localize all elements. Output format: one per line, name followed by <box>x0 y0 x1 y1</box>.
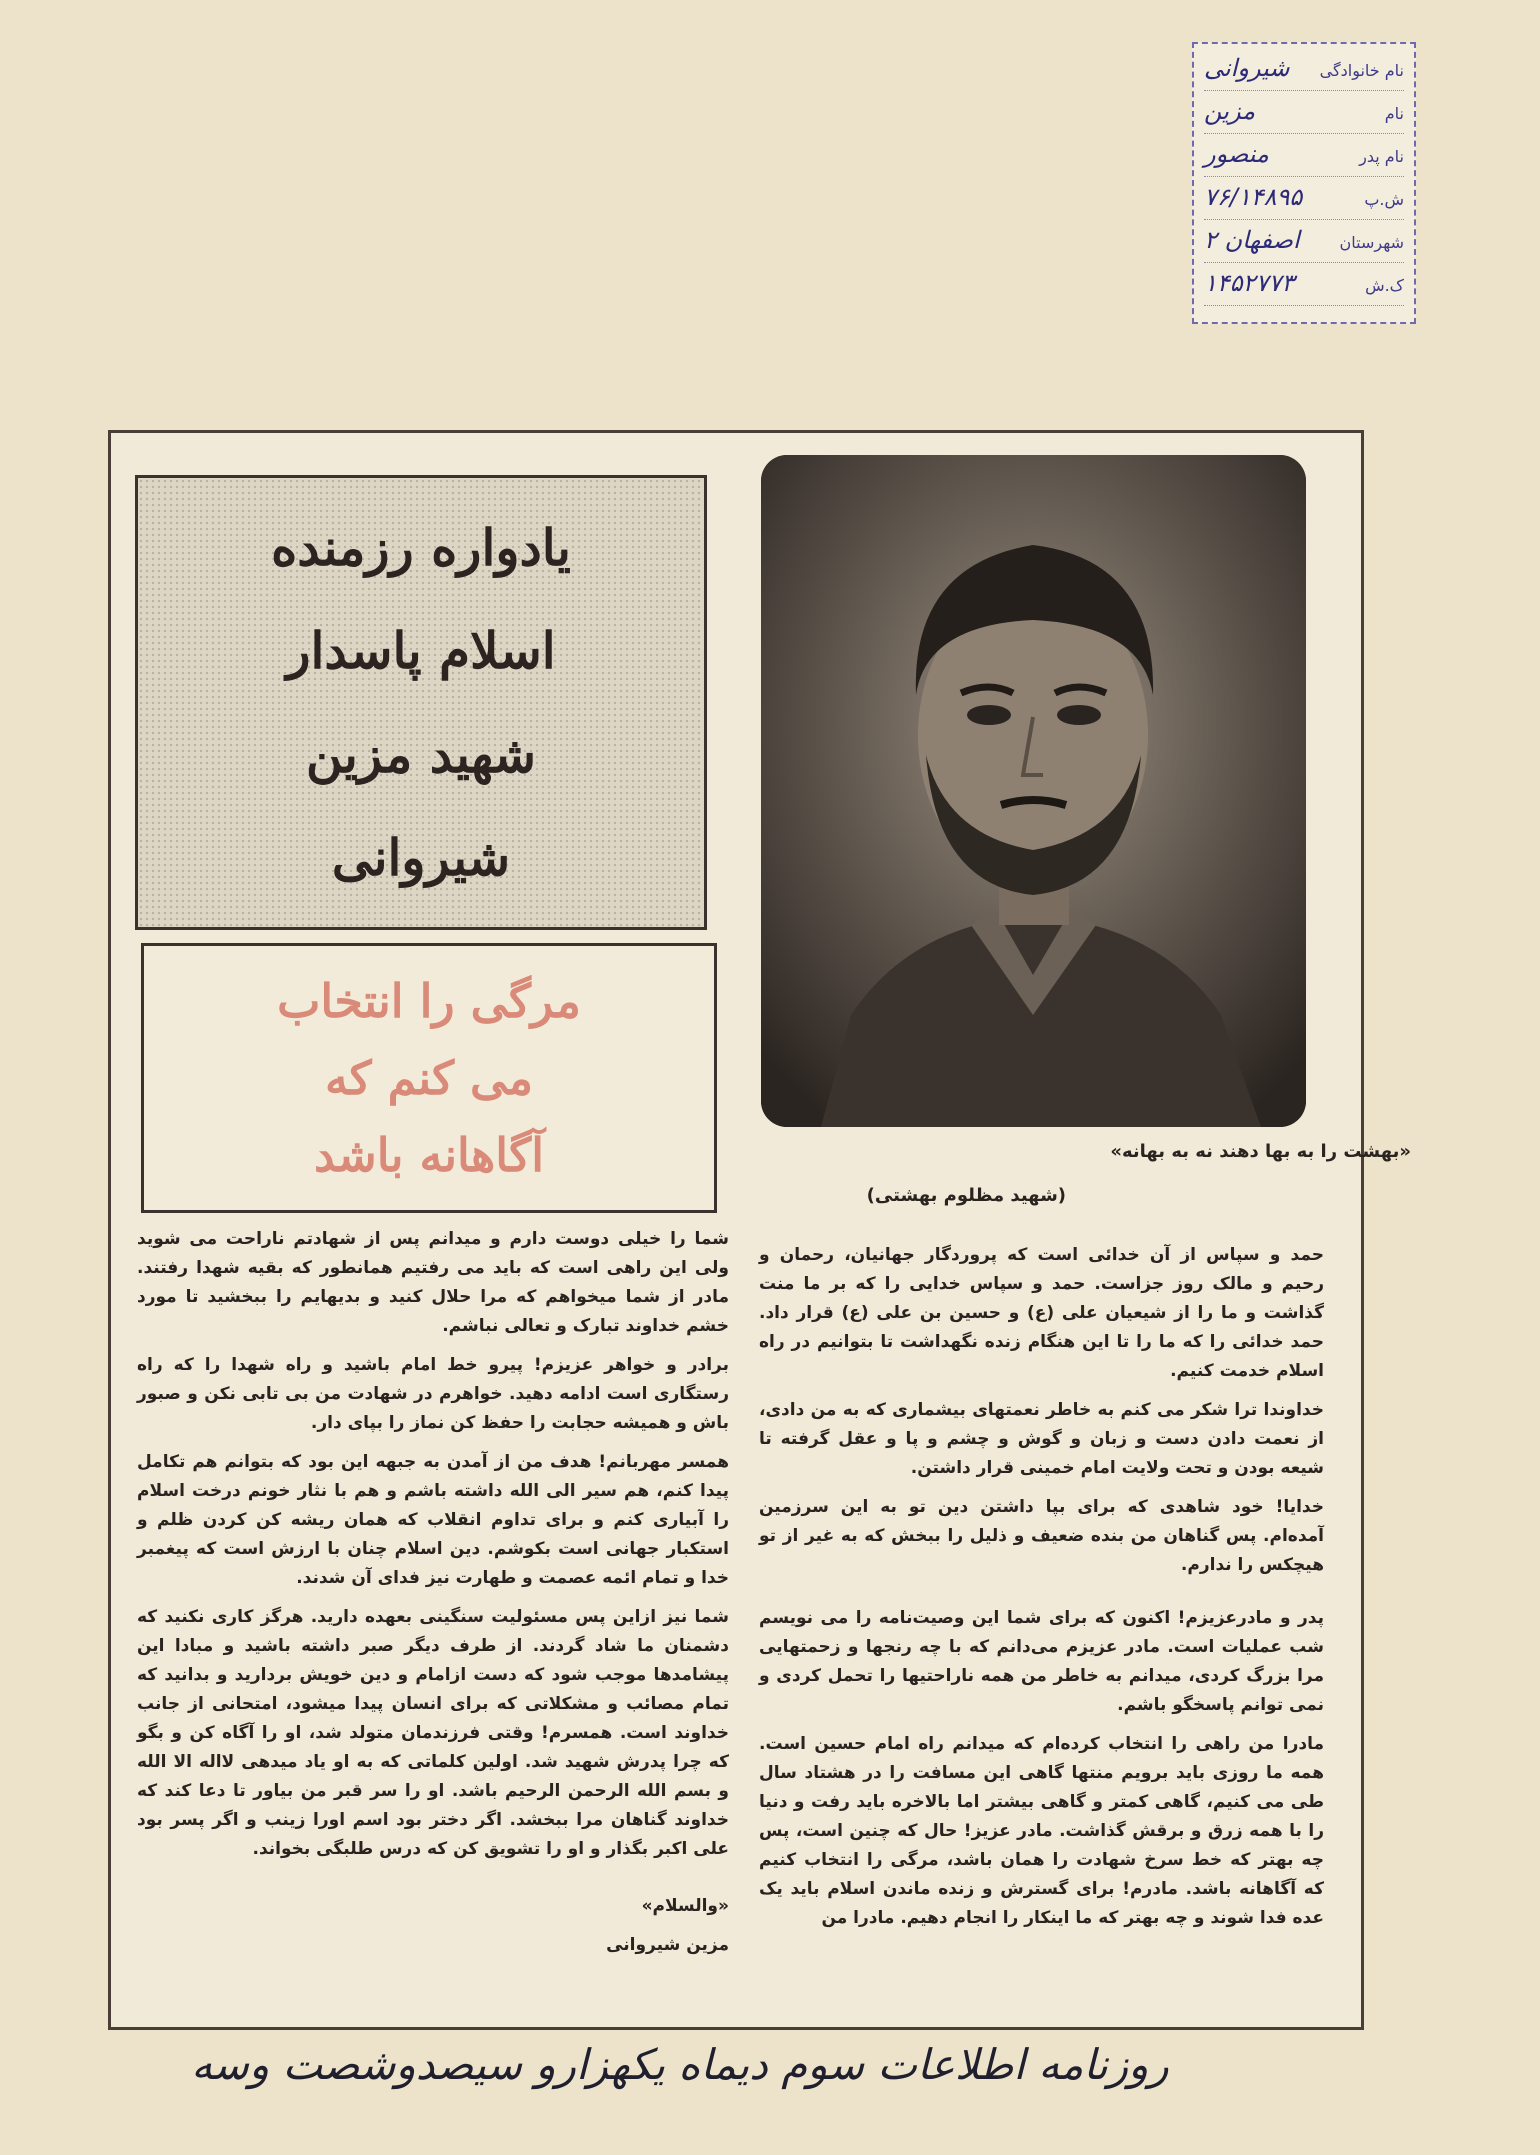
paragraph: پدر و مادرعزیزم! اکنون که برای شما این وصیت‌نامه را می نویسم شب عملیات است. مادر عزیزم می‌دانم که با چه رنجها و زحمتهایی مرا بزرگ کردی، میدانم به خاطر من همه ناراحتیها را تحمل کردی و نمی توانم پاسخگو باشم. <box>759 1608 1324 1715</box>
headline-line-3: شهید مزین <box>305 724 537 784</box>
pull-quote-line-3: آگاهانه باشد <box>314 1128 544 1183</box>
headline-line-2: اسلام پاسدار <box>286 621 556 681</box>
stamp-name: مزین <box>1204 97 1256 125</box>
headline-line-1: یادواره رزمنده <box>271 518 571 578</box>
martyr-portrait-photo <box>761 455 1306 1127</box>
right-text-column <box>759 1241 1324 1943</box>
handwritten-source-note: روزنامه اطلاعات سوم دیماه یکهزارو سیصدوشصت وسه <box>191 2040 1169 2089</box>
stamp-father: منصور <box>1204 140 1269 168</box>
stamp-row-id <box>1204 183 1404 220</box>
stamp-code: ۱۴۵۲۷۷۳ <box>1204 269 1295 297</box>
paragraph: مادرا من راهی را انتخاب کرده‌ام که میدانم راه امام حسین است. همه ما روزی باید برویم منتها گاهی این مسافت را در هشتاد سال طی می کنیم، گاهی کمتر و گاهی بیشتر اما بالاخره باید رفت و دنیا را با همه زرق و برقش گذاشت. مادر عزیز! حال که چنین است، پس چه بهتر که خط سرخ شهادت را همان باشد، مرگی را انتخاب کنیم که آگاهانه باشد. مادرم! برای گسترش و زنده ماندن اسلام باید یک عده فدا شوند و چه بهتر که ما اینکار را انجام دهیم. مادرا من <box>759 1734 1324 1928</box>
stamp-row-surname <box>1204 54 1404 91</box>
stamp-surname: شیروانی <box>1204 54 1290 82</box>
stamp-father-label: نام پدر <box>1359 147 1404 166</box>
paragraph: حمد و سپاس از آن خدائی است که پروردگار جهانیان، رحمان و رحیم و مالک روز جزاست. حمد و سپاس خدایی را که بر ما منت گذاشت و ما را از شیعیان علی (ع) و حسین بن علی (ع) قرار داد. حمد خدائی را که ما را تا این هنگام زنده نگهداشت تا بتوانیم در راه اسلام خدمت کنیم. <box>759 1245 1324 1381</box>
signature-closing: «والسلام» <box>641 1896 729 1916</box>
stamp-id-number: ۷۶/۱۴۸۹۵ <box>1204 183 1303 211</box>
portrait-illustration <box>761 455 1306 1127</box>
stamp-city: اصفهان ۲ <box>1204 226 1300 254</box>
photo-caption-quote: «بهشت را به بها دهند نه به بهانه» <box>1110 1141 1411 1162</box>
stamp-code-label: ک.ش <box>1365 276 1404 295</box>
stamp-row-name <box>1204 97 1404 134</box>
paragraph: خدایا! خود شاهدی که برای بپا داشتن دین تو به این سرزمین آمده‌ام. پس گناهان من بنده ضعیف و ذلیل را ببخش که به غیر از تو هیچکس را ندارم. <box>759 1497 1324 1575</box>
stamp-surname-label: نام خانوادگی <box>1319 61 1404 80</box>
newspaper-clipping <box>108 430 1411 2030</box>
stamp-id-label: ش.پ <box>1364 190 1404 209</box>
pull-quote-line-1: مرگی را انتخاب <box>277 973 581 1028</box>
stamp-name-label: نام <box>1384 104 1404 123</box>
archive-stamp <box>1192 42 1416 324</box>
stamp-row-father <box>1204 140 1404 177</box>
paragraph: خداوندا ترا شکر می کنم به خاطر نعمتهای بیشماری که به من دادی، از نعمت دادن دست و زبان و گوش و چشم و پا و عقل گرفته تا شیعه بودن و تحت ولایت امام خمینی قرار داشتن. <box>759 1400 1324 1478</box>
stamp-city-label: شهرستان <box>1339 233 1404 252</box>
paragraph: شما را خیلی دوست دارم و میدانم پس از شهادتم ناراحت می شوید ولی این راهی است که باید می رفتیم همانطور که بقیه شهدا رفتند. مادر از شما میخواهم که مرا حلال کنید و بدیهایم را ببخشید تا مورد خشم خداوند تبارک و تعالی نباشم. <box>137 1229 729 1336</box>
paragraph: همسر مهربانم! هدف من از آمدن به جبهه این بود که بتوانم هم تکامل پیدا کنم، هم سیر الی الله داشته باشم و هم با نثار خونم درخت اسلام را آبیاری کنم و برای تداوم انقلاب که همان ریشه کن کردن ظلم و استکبار جهانی است بکوشم. دین اسلام چنان با ارزش است که پیغمبر خدا و تمام ائمه عصمت و طهارت نیز فدای آن شدند. <box>137 1452 729 1588</box>
stamp-row-code <box>1204 269 1404 306</box>
paragraph: برادر و خواهر عزیزم! پیرو خط امام باشید و راه شهدا را که راه رستگاری است ادامه دهید. خواهرم در شهادت من بی تابی نکن و صبور باش و همیشه حجابت را حفظ کن نماز را بپای دار. <box>137 1355 729 1433</box>
headline-box <box>135 475 707 930</box>
photo-caption-source: (شهید مظلوم بهشتی) <box>866 1185 1066 1206</box>
left-text-column <box>137 1225 729 1970</box>
pull-quote-line-2: می کنم که <box>325 1050 533 1105</box>
signature-name: مزین شیروانی <box>606 1935 729 1955</box>
paragraph: شما نیز ازاین پس مسئولیت سنگینی بعهده دارید. هرگز کاری نکنید که دشمنان ما شاد گردند. از طرف دیگر صبر داشته باشید و مبادا این پیشامدها موجب شود که دست ازامام و دین خویش بردارید و بدانید که تمام مصائب و مشکلاتی که برای انسان پیدا میشود، امتحانی از جانب خداوند است. همسرم! وقتی فرزندمان متولد شد، او را آگاه کن و بگو که چرا پدرش شهید شد. اولین کلماتی که به او یاد میدهی لااله الا الله و بسم الله الرحمن الرحیم باشد. او را سر قبر من بیاور تا دعا کند که خداوند گناهان مرا ببخشد. اگر دختر بود اسم اورا زینب و اگر پسر بود علی اکبر بگذار و او را تشویق کن که درس طلبگی بخواند. <box>137 1607 729 1859</box>
headline-line-4: شیروانی <box>331 827 511 887</box>
stamp-row-city <box>1204 226 1404 263</box>
pull-quote-box <box>141 943 717 1213</box>
